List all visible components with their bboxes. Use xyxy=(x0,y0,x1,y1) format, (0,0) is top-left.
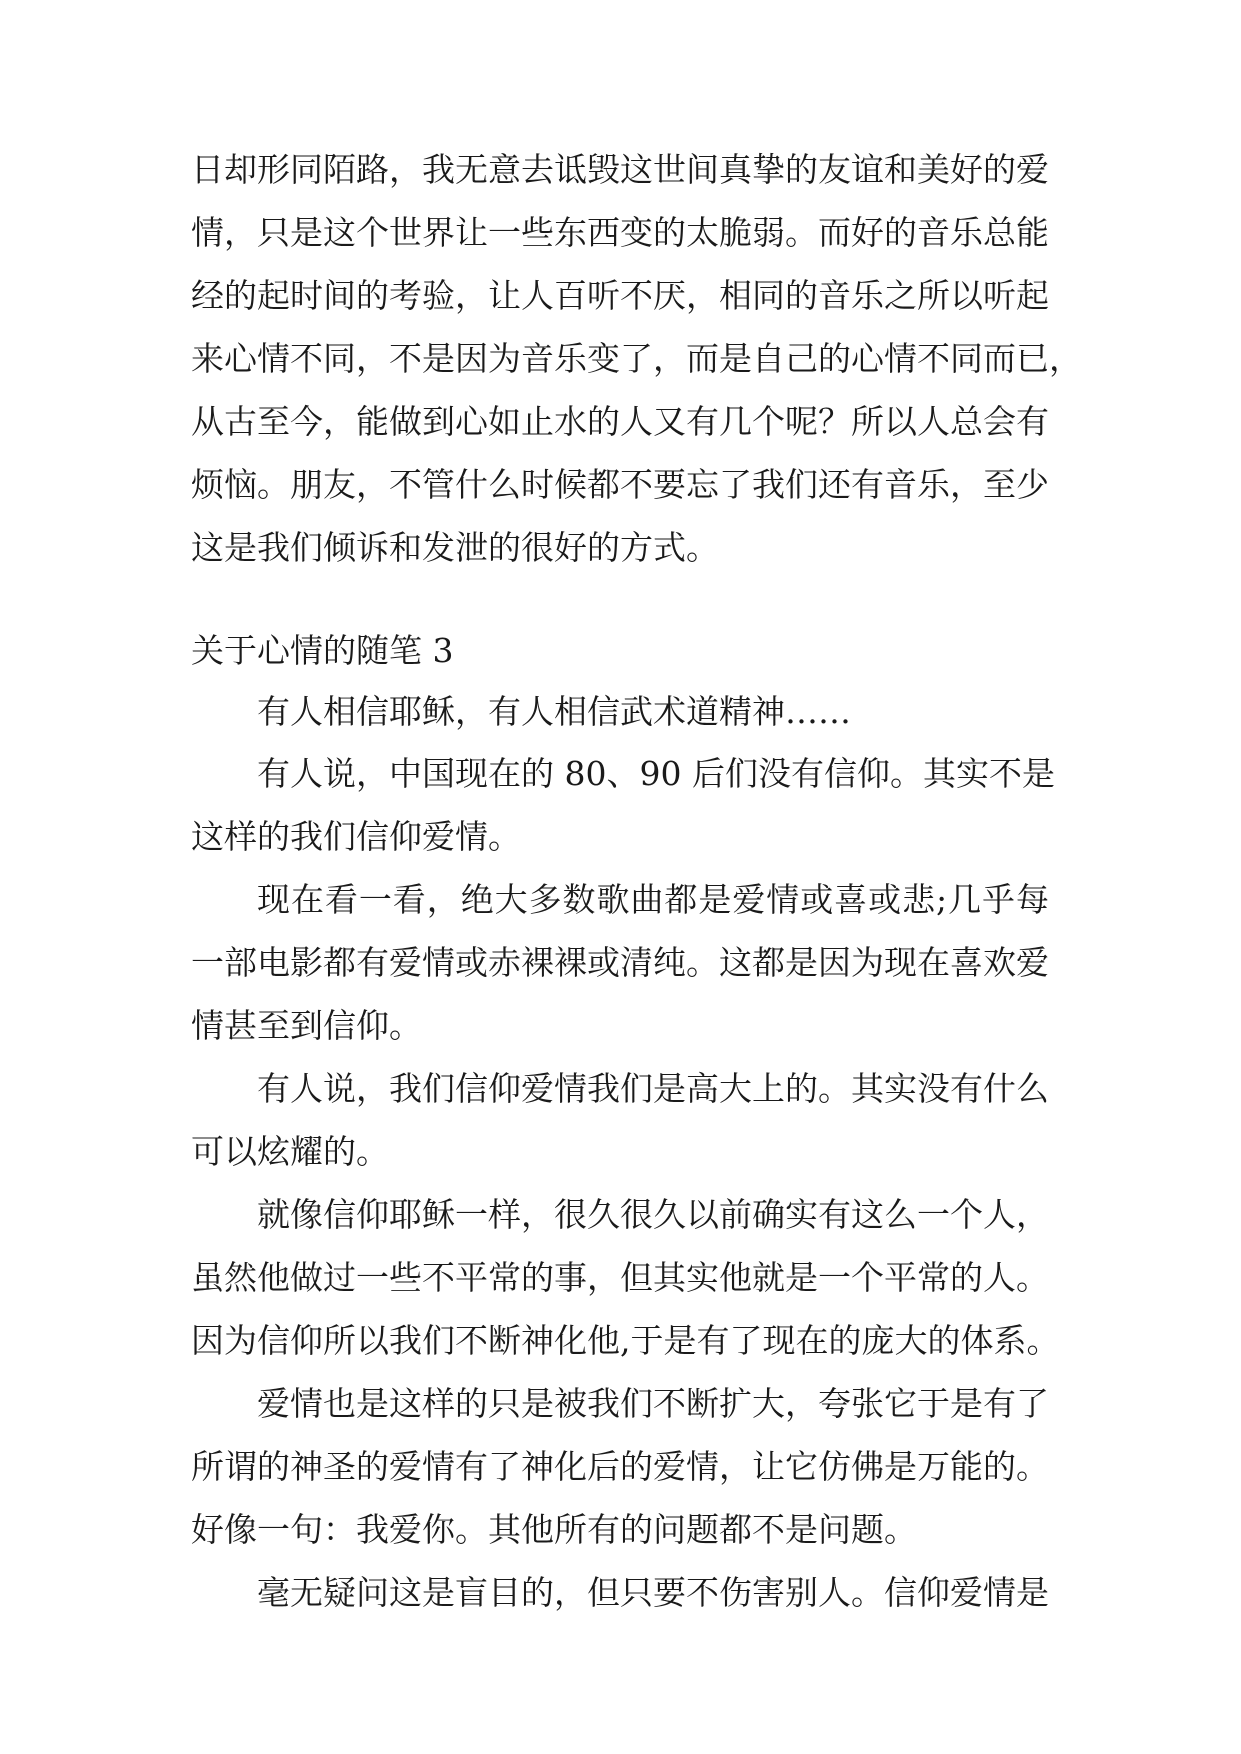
text-line: 经的起时间的考验，让人百听不厌，相同的音乐之所以听起 xyxy=(191,276,1049,315)
text-line: 爱情也是这样的只是被我们不断扩大，夸张它于是有了 xyxy=(257,1384,1049,1423)
text-line: 虽然他做过一些不平常的事，但其实他就是一个平常的人。 xyxy=(191,1258,1049,1297)
text-line: 情，只是这个世界让一些东西变的太脆弱。而好的音乐总能 xyxy=(191,213,1049,252)
text-line: 就像信仰耶稣一样，很久很久以前确实有这么一个人， xyxy=(257,1195,1049,1234)
text-line: 因为信仰所以我们不断神化他,于是有了现在的庞大的体系。 xyxy=(191,1321,1060,1360)
text-line: 来心情不同，不是因为音乐变了，而是自己的心情不同而已， xyxy=(191,339,1082,378)
text-line: 有人相信耶稣，有人相信武术道精神…… xyxy=(257,692,851,731)
text-line: 日却形同陌路，我无意去诋毁这世间真挚的友谊和美好的爱 xyxy=(191,150,1049,189)
text-line: 一部电影都有爱情或赤裸裸或清纯。这都是因为现在喜欢爱 xyxy=(191,943,1049,982)
text-line: 现在看一看，绝大多数歌曲都是爱情或喜或悲;几乎每 xyxy=(257,880,1049,919)
text-line: 有人说，我们信仰爱情我们是高大上的。其实没有什么 xyxy=(257,1069,1049,1108)
section-title: 关于心情的随笔 3 xyxy=(191,631,454,670)
text-line: 情甚至到信仰。 xyxy=(191,1006,422,1045)
text-line: 从古至今，能做到心如止水的人又有几个呢？所以人总会有 xyxy=(191,402,1049,441)
text-line: 所谓的神圣的爱情有了神化后的爱情，让它仿佛是万能的。 xyxy=(191,1447,1049,1486)
text-line: 可以炫耀的。 xyxy=(191,1132,389,1171)
text-line: 这是我们倾诉和发泄的很好的方式。 xyxy=(191,528,719,567)
text-line: 毫无疑问这是盲目的，但只要不伤害别人。信仰爱情是 xyxy=(257,1573,1049,1612)
text-line: 好像一句：我爱你。其他所有的问题都不是问题。 xyxy=(191,1510,917,1549)
text-line: 有人说，中国现在的 80、90 后们没有信仰。其实不是 xyxy=(257,754,1055,793)
text-line: 这样的我们信仰爱情。 xyxy=(191,817,521,856)
text-line: 烦恼。朋友，不管什么时候都不要忘了我们还有音乐，至少 xyxy=(191,465,1049,504)
